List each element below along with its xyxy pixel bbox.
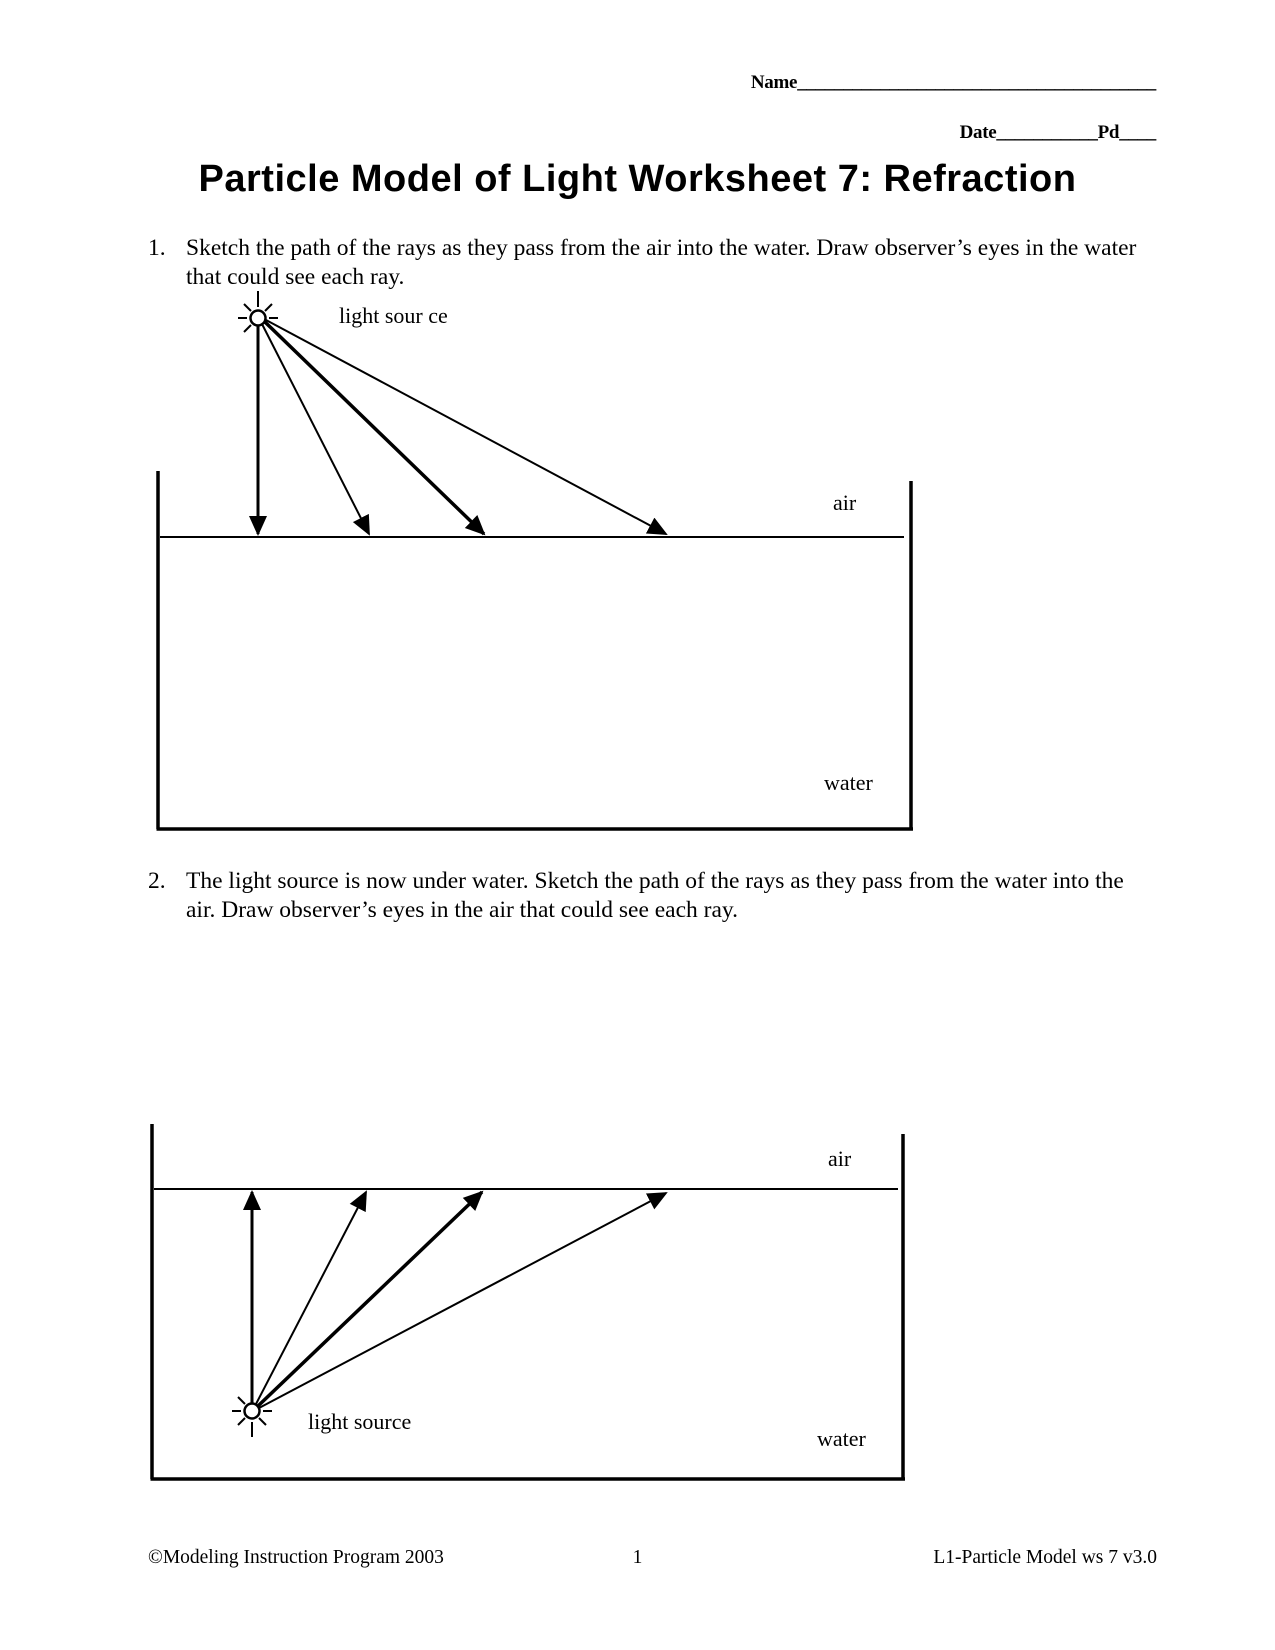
figure-1-air-label: air — [833, 490, 857, 515]
figure-1-light-source-icon — [238, 291, 278, 332]
figure-1-light-source-label: light sour ce — [339, 303, 448, 328]
ray — [266, 320, 666, 534]
date-blank: ___________ — [996, 122, 1098, 143]
ray — [256, 1192, 366, 1404]
period-label: Pd — [1097, 122, 1120, 143]
footer-document-id: L1-Particle Model ws 7 v3.0 — [933, 1547, 1157, 1568]
figure-2-light-source-label: light source — [308, 1409, 412, 1434]
figure-1-water-label: water — [824, 770, 873, 795]
ray — [258, 1192, 482, 1406]
date-label: Date — [959, 122, 997, 143]
period-blank: ____ — [1119, 122, 1156, 143]
ray — [262, 324, 369, 534]
page-title: Particle Model of Light Worksheet 7: Refraction — [198, 158, 1077, 200]
question-text: Sketch the path of the rays as they pass from the air into the water. Draw observer’s eyes in the water that could see each ray. — [186, 235, 1137, 290]
question-number: 1. — [148, 235, 166, 261]
ray — [265, 322, 484, 534]
figure-2-air-label: air — [828, 1146, 852, 1171]
figure-2-rays — [252, 1192, 666, 1408]
figure-2-water-label: water — [817, 1426, 866, 1451]
footer-page-number: 1 — [632, 1547, 643, 1568]
figure-2-tank — [151, 1124, 906, 1481]
name-blank: _______________________________________ — [797, 72, 1156, 93]
figure-1-tank — [157, 471, 914, 831]
footer-copyright: ©Modeling Instruction Program 2003 — [148, 1547, 444, 1568]
name-label: Name — [750, 72, 798, 93]
question-text: The light source is now under water. Sketch the path of the rays as they pass from the water into the air. Draw observer’s eyes in the air that could see each ray. — [186, 868, 1124, 923]
figure-1-rays — [258, 320, 666, 534]
question-number: 2. — [148, 868, 166, 894]
ray — [259, 1193, 666, 1408]
